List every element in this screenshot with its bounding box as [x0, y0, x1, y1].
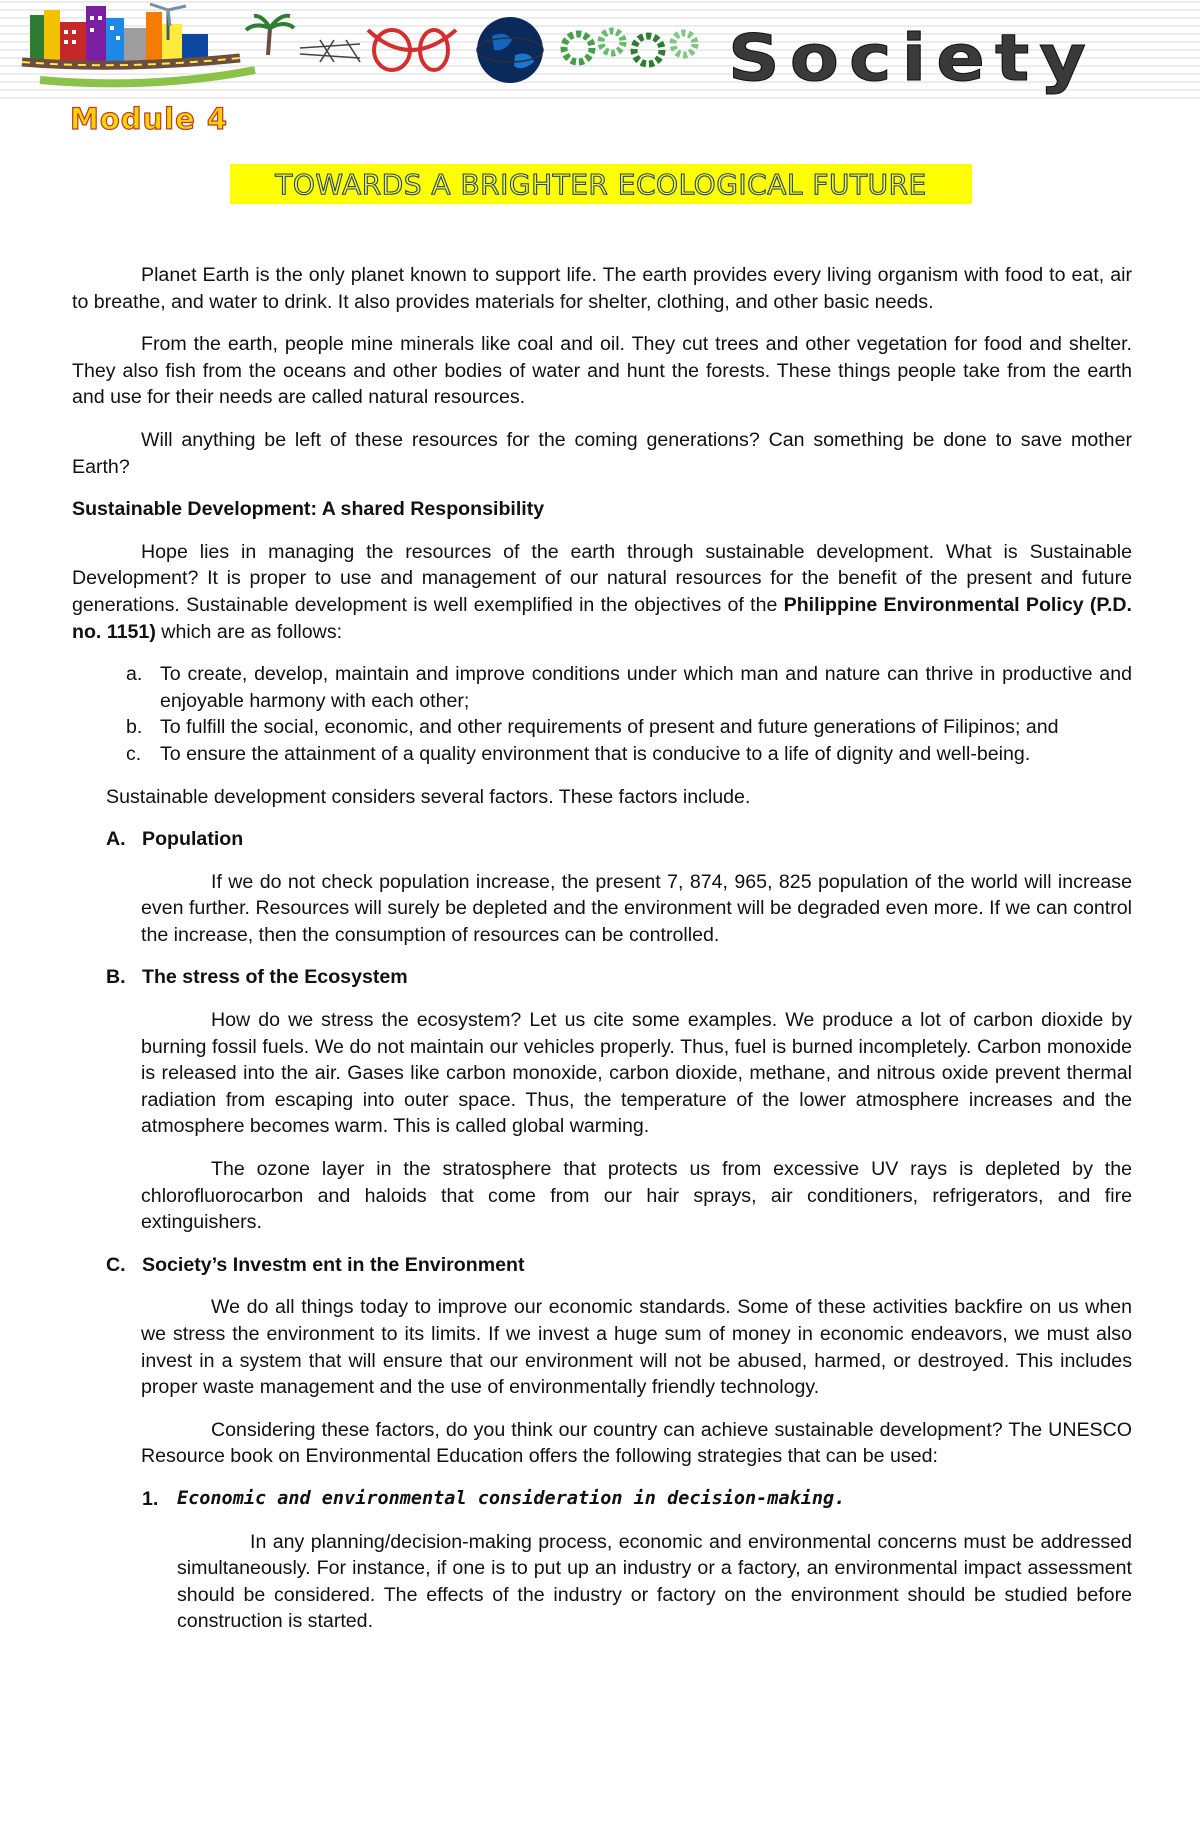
section-paragraph-end: which are as follows: [155, 620, 343, 643]
gears-icon [564, 31, 695, 64]
list-item-text: To ensure the attainment of a quality environment that is conducive to a life of dignity and well-being. [160, 742, 1031, 765]
factor-title: Society’s Investm ent in the Environment [142, 1253, 525, 1276]
factor-marker: B. [106, 966, 126, 989]
list-marker: b. [126, 716, 143, 739]
factor-heading-investment [72, 1252, 1132, 1279]
section-heading: Sustainable Development: A shared Responsibility [72, 498, 545, 521]
list-marker: a. [126, 663, 143, 686]
strategy-title: Economic and environmental consideration in decision-making. [177, 1487, 846, 1509]
list-item [72, 714, 1132, 741]
factor-marker: A. [106, 828, 126, 851]
policy-name: Philippine Environmental Policy (P.D. no. 1151) [72, 593, 1132, 643]
ecosystem-paragraph-1: How do we stress the ecosystem? Let us cite some examples. We produce a lot of carbon dioxide by burning fossil fuels. We do not maintain our vehicles properly. Thus, fuel is burned incompletely. Carbon monoxide is released into the air. Gases like carbon monoxide, carbon dioxide, methane, and nitrous oxide prevent thermal radiation from escaping into outer space. Thus, the temperature of the lower atmosphere increases and the atmosphere becomes warm. This is called global warming. [141, 1009, 1132, 1138]
strategy-heading [72, 1486, 1132, 1513]
factor-marker: C. [106, 1253, 126, 1276]
factor-title: Population [142, 828, 244, 851]
page-title: TOWARDS A BRIGHTER ECOLOGICAL FUTURE [275, 168, 927, 201]
list-item-text: To fulfill the social, economic, and other requirements of present and future generations of Filipinos; and [160, 716, 1059, 739]
title-highlight [230, 164, 972, 204]
strategy-paragraph: In any planning/decision-making process, economic and environmental concerns must be addressed simultaneously. For instance, if one is to put up an industry or a factory, an environmental impact assessment should be considered. The effects of the industry or factory on the environment should be studied before construction is started. [177, 1530, 1132, 1633]
investment-paragraph-1: We do all things today to improve our economic standards. Some of these activities backfire on us when we stress the environment to its limits. If we invest a huge sum of money in economic endeavors, we must also invest in a system that will ensure that our environment will not be abused, harmed, or destroyed. This includes proper waste management and the use of environmentally friendly technology. [141, 1296, 1132, 1399]
factor-title: The stress of the Ecosystem [142, 966, 408, 989]
palm-tree-icon [246, 16, 294, 55]
population-paragraph: If we do not check population increase, the present 7, 874, 965, 825 population of the world will increase even further. Resources will surely be depleted and the environment will be degraded even more. If we can control the increase, then the consumption of resources can be controlled. [141, 870, 1132, 946]
banner-illustration [0, 0, 730, 105]
module-label: Module 4 [70, 102, 229, 136]
city-buildings-icon [30, 6, 208, 63]
factor-heading-population [72, 826, 1132, 853]
ecosystem-paragraph-2: The ozone layer in the stratosphere that protects us from excessive UV rays is depleted by the chlorofluorocarbon and haloids that come from our hair sprays, air conditioners, refrigerators, and fire extinguishers. [141, 1158, 1132, 1234]
objectives-list [72, 661, 1132, 767]
list-item [72, 741, 1132, 768]
list-item-text: To create, develop, maintain and improve conditions under which man and nature can thrive in productive and enjoyable harmony with each other; [160, 663, 1132, 712]
header-banner [0, 0, 1200, 105]
document-body [72, 262, 1132, 1635]
factors-intro: Sustainable development considers several factors. These factors include. [106, 785, 751, 808]
section-paragraph-start: Hope lies in managing the resources of the earth through sustainable development. What is Sustainable Development? It is proper to use and management of our natural resources for the benefit of the present and future generations. Sustainable development is well exemplified in the objectives of the [72, 540, 1132, 616]
strategy-marker: 1. [142, 1487, 159, 1510]
intro-paragraph-2: From the earth, people mine minerals like coal and oil. They cut trees and other vegetation for food and shelter. They also fish from the oceans and other bodies of water and hunt the forests. These things people take from the earth and use for their needs are called natural resources. [72, 333, 1132, 409]
intro-paragraph-3: Will anything be left of these resources for the coming generations? Can something be done to save mother Earth? [72, 428, 1132, 478]
investment-paragraph-2: Considering these factors, do you think our country can achieve sustainable development? The UNESCO Resource book on Environmental Education offers the following strategies that can be used: [141, 1418, 1132, 1468]
banner-word: Society [728, 22, 1097, 96]
intro-paragraph-1: Planet Earth is the only planet known to support life. The earth provides every living organism with food to eat, air to breathe, and water to drink. It also provides materials for shelter, clothing, and other basic needs. [72, 264, 1132, 313]
section-paragraph [72, 539, 1132, 645]
globe-icon [477, 17, 543, 83]
list-item [72, 661, 1132, 714]
factor-heading-ecosystem [72, 964, 1132, 991]
list-marker: c. [126, 742, 142, 765]
